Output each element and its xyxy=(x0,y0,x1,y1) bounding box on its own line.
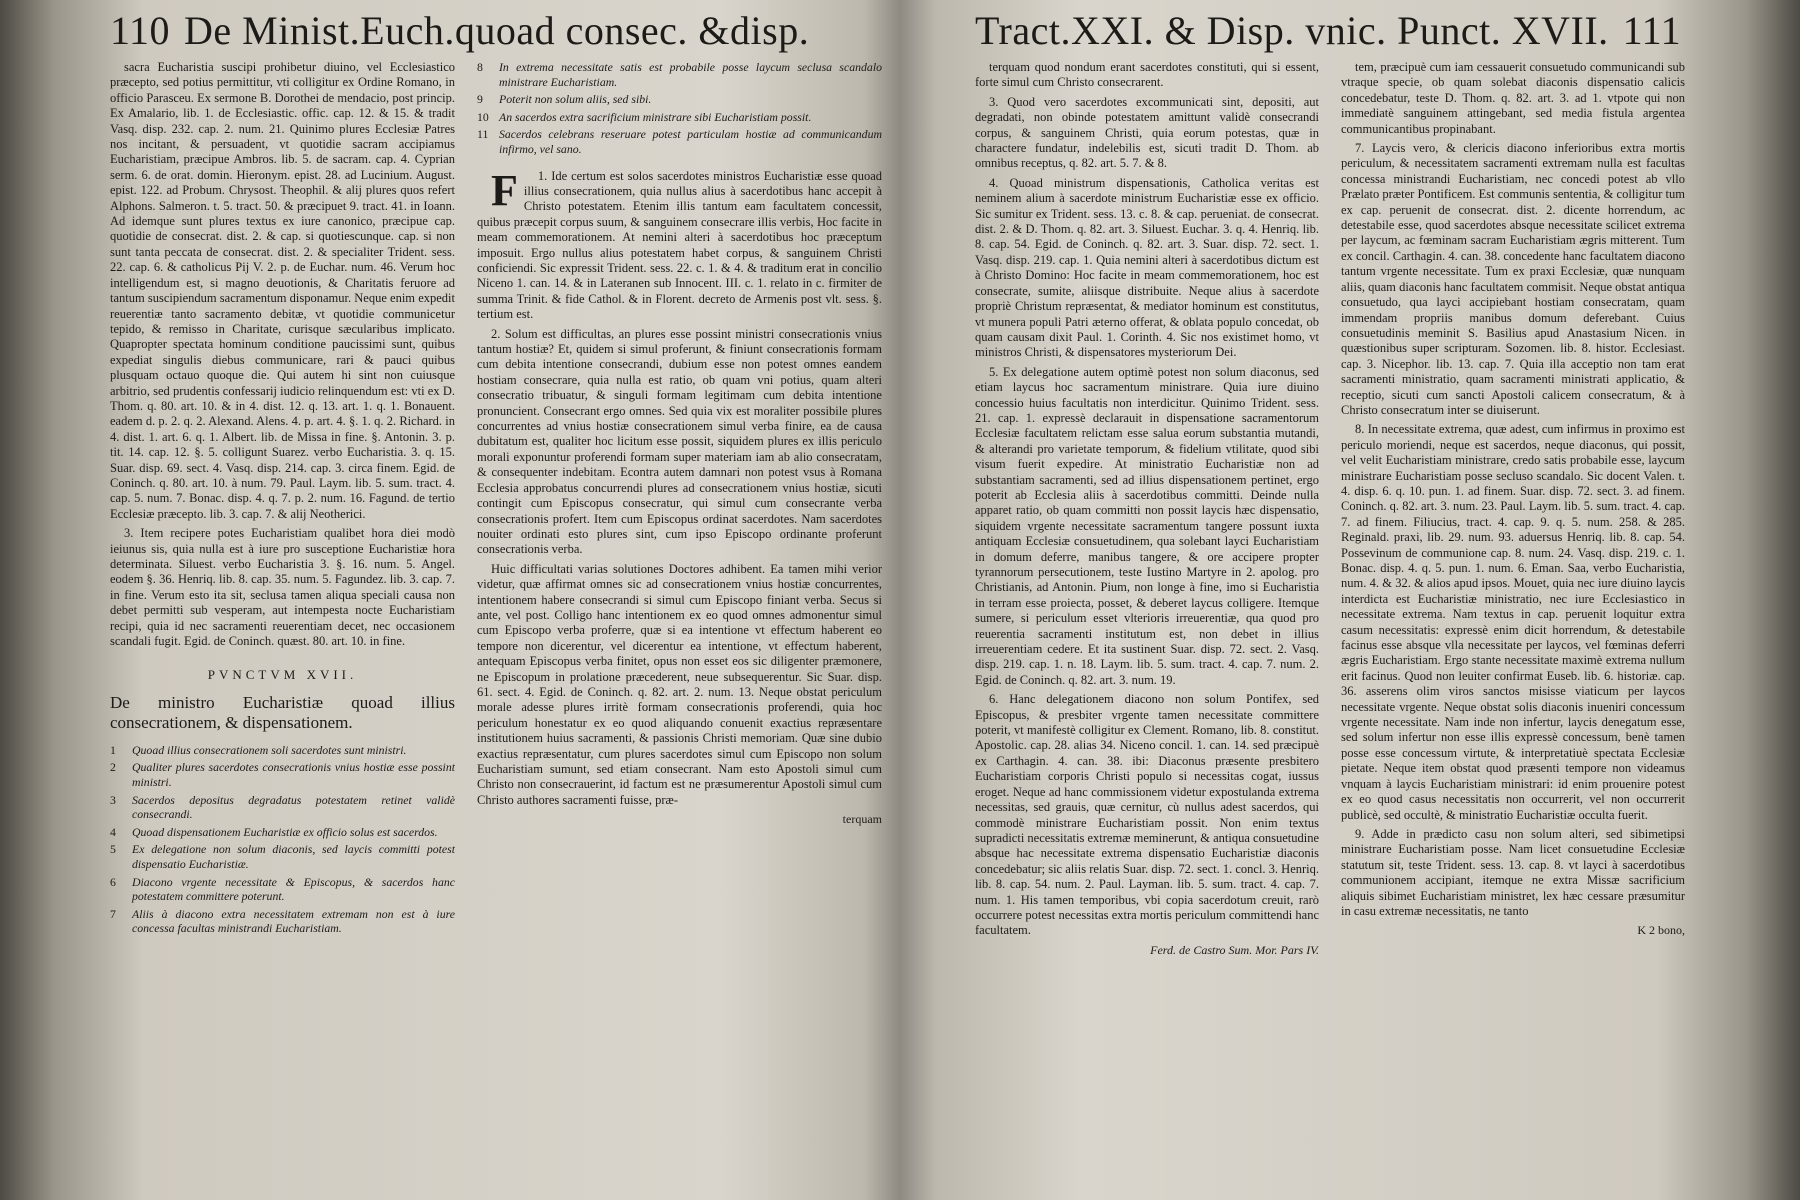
summary-list xyxy=(110,743,455,936)
summary-item: 10 An sacerdos extra sacrificium ministrare sibi Eucharistiam possit. xyxy=(477,109,812,124)
left-running-head xyxy=(110,8,900,54)
text-paragraph: 4. Quoad ministrum dispensationis, Catholica veritas est neminem alium à sacerdote ministrum Eucharistiæ esse ex officio. Sic sumitur ex Trident. sess. 13. c. 8. & cap. perueniat. de consecrat. dist. 2. & D. Thom. q. 82. art. 3. Siluest. Euchar. 3. q. 4. Henriq. lib. 8. cap. 54. Egid. de Coninch. q. 82. art. 3. Suar. disp. 72. sect. 1. Vasq. disp. 219. cap. 1. Quia nemini alteri à sacerdotibus dictum est à Christo Domino: Hoc facite in meam commemorationem, hoc est consecrate, sumite, aliisque distribuite. Neque alius à sacerdote propriè Christum repræsentat, & mediator hominum est constitutus, vt munera populi Patri æterno offerat, & oblata populo concedat, ob quam causam dixit Paul. 1. Corinth. 4. Sic nos existimet homo, vt ministros Christi, & dispensatores mysteriorum Dei. xyxy=(975,175,1319,360)
text-paragraph: Huic difficultati varias solutiones Doctores adhibent. Ea tamen mihi verior videtur, quæ affirmat omnes sic ad consecrationem vnius hostiæ concurrentes, intentionem habere consecrandi si simul cum Episcopo finiant verba. Secus si ante, vel post. Colligo hanc intentionem ex eo quod omnes admonentur simul cum Episcopo verba proferre, quæ si ea intentione vt effectum haberent eo tempore non dicerentur, vel dicerentur ea intentione, vt effectum haberent, antequam Episcopus verba finitet, opus non esset eos sic diligenter præmonere, ne Episcopum in prolatione præcederent, neue subsequerentur. Sic Suar. disp. 61. sect. 4. Egid. de Coninch. q. 82. art. 2. num. 13. Neque obstat periculum morale adesse plures irritè formam consecrationis proferendi, quia hoc periculum honestatur ex eo quod aliquando conuenit exactius repræsentare institutionem huius sacramenti, & passionis Christi memoriam. Quæ sine dubio exactius repræsentatur, cum plures sacerdotes simul cum Episcopo non solum Eucharistiam sumunt, sed etiam consecrant. Nam esto Apostoli simul cum Christo non consecrauerint, id factum est ne præsumerentur Apostoli simul cum Christo authores sacramenti fuisse, præ- xyxy=(477,561,882,807)
text-paragraph: 3. Quod vero sacerdotes excommunicati sint, depositi, aut degradati, non obinde potestatem amittunt validè consecrandi corpus, & sanguinem Christi, quia eorum potestas, quæ in charactere fundatur, indelebilis est, sicuti tradit D. Thom. ab omnibus receptus, q. 82. art. 5. 7. & 8. xyxy=(975,94,1319,171)
footer-signature: Ferd. de Castro Sum. Mor. Pars IV. xyxy=(1150,942,1319,957)
right-running-head xyxy=(975,8,1685,54)
text-paragraph: tem, præcipuè cum iam cessauerit consuetudo communicandi sub vtraque specie, ob quam solebat diaconis dispensatio calicis concedebatur, teste D. Thom. q. 82. art. 3. ad 1. vtpote qui non immediatè sanguinem attingebant, sed media fistula argentea communicantibus propinabant. xyxy=(1341,60,1685,136)
right-page xyxy=(975,0,1685,1200)
text-paragraph: sacra Eucharistia suscipi prohibetur diuino, vel Ecclesiastico præcepto, sed potius permittitur, vti colligitur ex Ordine Romano, in officio Parasceu. Ex sermone B. Dorothei de mendacio, post princip. Ex Amalario, lib. 1. de Ecclesiastic. offic. cap. 12. & 15. & tradit Vasq. disp. 232. cap. 2. num. 21. Quinimo plures Ecclesiæ Patres nos incitant, & persuadent, vt quotidie sacram accipiamus Eucharistiam, præcipue Ambros. lib. 5. de sacram. cap. 4. Cyprian serm. 6. de orat. domin. Hieronym. epist. 28. ad Lucinium. August. epist. 122. ad Probum. Chrysost. Theophil. & alij plures quos refert Alphons. Salmeron. t. 5. tract. 50. & præcipuet 9. tract. 41. in Ioann. Ad idemque sunt plures textus ex iure canonico, præcipue cap. quotidie de consecrat. dist. 2. & cap. si quotiescunque. cap. si non sunt tanta peccata de consecrat. dist. 2. & specialiter Trident. sess. 22. cap. 6. & catholicus Pij V. 2. p. de Euchar. num. 46. Verum hoc intelligendum est, si magno deuotionis, & Charitatis feruore ad tantum suscipiendum sacramentum disponamur. Neque enim expedit reuerentiæ tanto sacramento debitæ, vt quotidie communicetur tepido, & remisso in Charitate, curisque sæcularibus implicato. Quapropter spectata hominum conditione paucissimi sunt, quibus expediat singulis diebus communicare, rari & pauci quibus plusquam octauo quoque die. Qui autem hi sint non cuiusque arbitrio, sed prudentis confessarij iudicio relinquendum est: vti ex D. Thom. q. 80. art. 10. & in 4. dist. 12. q. 13. art. 1. q. 1. Bonauent. eadem d. p. 2. q. 2. Alexand. Alens. 4. p. art. 4. §. 1. q. 2. Richard. in 4. dist. 1. art. 6. q. 1. Albert. lib. de Missa in fine. §. Antonin. 3. p. tit. 14. cap. 12. §. 5. colligunt Suarez. verbo Eucharistia. 3. q. 15. Suar. disp. 69. sect. 4. Vasq. disp. 214. cap. 3. circa finem. Egid. de Coninch. q. 80. art. 10. à num. 79. Paul. Laym. lib. 5. sum. tract. 4. cap. 5. num. 7. Bonac. disp. 4. q. 7. p. 2. num. 16. Fagund. de tertio Ecclesiæ præcepto. lib. 3. cap. 7. & alij Neotherici. xyxy=(110,60,455,521)
summary-item: 7 Aliis à diacono extra necessitatem extremam non est à iure concessa facultas ministrandi Eucharistiam. xyxy=(110,906,455,936)
left-column-2 xyxy=(477,60,882,939)
summary-item: 2 Qualiter plures sacerdotes consecrationis vnius hostiæ esse possint ministri. xyxy=(110,760,455,790)
text-paragraph: 5. Ex delegatione autem optimè potest non solum diaconus, sed etiam laycus hoc sacramentum ministrare. Quia iure diuino concessio huius facultatis non interdicitur. Quinimo Trident. sess. 21. cap. 1. expressè declarauit in dispensatione sacramentorum Ecclesiæ facultatem relictam esse salua eorum substantia mutandi, & alterandi pro varietate temporum, & fidelium vtilitate, quod sibi visum fuerit expedire. At ministratio Eucharistiæ non ad substantiam sacramenti, sed ad illius dispensationem pertinet, ergo poterit ab Ecclesia aliis à sacerdotibus committi. Deinde nulla apparet ratio, ob quam committi non possit laycis hæc dispensatio, siquidem vrgente necessitate sacramentum tangere possunt iuxta antiquam Ecclesiæ consuetudinem, qua solebant layci Eucharistiam in domum deferre, manibus tangere, & ore accipere propter tyrannorum persecutionem, teste Iustino Martyre in 2. apolog. pro Christianis, ad Antonin. Pium, non longe à fine, imo si Eucharistia in terram esse proiecta, posset, & deberet laycus colligere. Itemque sumere, si periculum esset vlterioris irreuerentiæ, qua quod pro reuerentia sacramenti institutum est, non debet in illius irreuerentiam cedere. Et ita sustinent Suar. disp. 72. sect. 2. Vasq. disp. 219. cap. 1. n. 18. Laym. lib. 5. sum. tract. 4. cap. 7. num. 2. Egid. de Coninch. q. 82. art. 3. num. 19. xyxy=(975,364,1319,687)
text-paragraph: terquam quod nondum erant sacerdotes constituti, qui si essent, forte simul cum Christo consecrarent. xyxy=(975,60,1319,90)
text-paragraph: 2. Solum est difficultas, an plures esse possint ministri consecrationis vnius tantum hostiæ? Et, quidem si simul proferunt, & finiunt consecrationis formam cum debita intentione consecrandi, dubium esse non potest omnes eandem hostiam consecrare, quia nulla est ratio, ob quam vni potius, quam alteri consecratio tribuatur, & singuli formam legitimam cum debita intentione pronuncient. Consecrant ergo omnes. Sed quia vix est moraliter possibile plures concurrentes ad vnius hostiæ consecrationem simul verba finire, ea de causa dubitatum est, qualiter hoc licitum esse possit, siquidem plures ex illis periculo morali exponuntur proferendi formam super materiam iam ab alio consecratam, & consequenter indebitam. Econtra autem damnari non potest vsus à Romana Ecclesia approbatus concurrendi plures ad consecrationem vnius hostiæ, sicuti contingit cum Episcopus consecratur, qui simul cum consecrante verba consecrationis profert. Item cum Episcopus ordinat sacerdotes. Nam sacerdotes nouiter ordinati esto plures sint, cum ipso Episcopo ordinante proferunt consecrationis verba. xyxy=(477,326,882,557)
catchword: K 2 bono, xyxy=(1637,923,1685,938)
summary-item: 5 Ex delegatione non solum diaconis, sed laycis committi potest dispensatio Eucharistiæ. xyxy=(110,842,455,871)
section-heading: PVNCTVM XVII. xyxy=(207,667,358,683)
summary-item: 6 Diacono vrgente necessitate & Episcopus, & sacerdos hanc potestatem committere poterunt. xyxy=(110,874,455,904)
text-paragraph: 9. Adde in prædicto casu non solum alteri, sed sibimetipsi ministrare Eucharistiam posse. Nam licet consuetudine Ecclesiæ statutum sit, teste Trident. sess. 13. cap. 8. vt layci à sacerdotibus communionem accipiant, itemque ne extra Missæ sacrificium aliquis sibimet Eucharistiam ministret, lex hæc cessare præsumitur in casu extremæ necessitatis, ne tanto xyxy=(1341,826,1685,918)
right-page-title: Tract.XXI. & Disp. vnic. Punct. XVII. xyxy=(975,8,1609,53)
text-paragraph: 7. Laycis vero, & clericis diacono inferioribus extra mortis periculum, & necessitatem sacramenti extremam nulla est facultas concessa ministrandi Eucharistiam, nec concedi potest ab vllo Prælato præter Pontificem. Est communis sententia, & colligitur tum ex cap. peruenit de consecrat. dist. 2. dicente horrendum, ac detestabile esse, quod sacerdotes absque necessitate scilicet extrema per laycum, ac fœminam sacram Eucharistiam ægris mitterent. Tum ex concil. Carthagin. 4. can. 38. concedente hanc facultatem diacono tantum vrgente necessitate. Tum ex praxi Ecclesiæ, quæ nunquam aliis, quam diaconis hanc facultatem commisit. Neque obstat antiqua consuetudo, qua layci accipiebant hostiam consecratam, quam immendam propriis manibus domum deferebant. Cuius consuetudinis meminit S. Basilius apud Anastasium Nicen. in quæstionibus super scripturam. Sozomen. lib. 8. histor. Ecclesiast. cap. 3. Nicephor. lib. 13. cap. 7. Quia illa acceptio non tam erat sacramenti ministratio, quam sacramenti ministrati applicatio, & receptio, sicuti cum sancti Apostoli calicem consecratum, & à Christo consecratum inter se diuiserunt. xyxy=(1341,141,1685,417)
right-column-1 xyxy=(975,60,1319,958)
right-column-2 xyxy=(1341,60,1685,958)
summary-list-continued xyxy=(477,60,882,157)
summary-item: 4 Quoad dispensationem Eucharistiæ ex officio solus est sacerdos. xyxy=(110,824,438,839)
left-page-number: 110 xyxy=(110,8,171,53)
summary-item: 3 Sacerdos depositus degradatus potestatem retinet validè consecrandi. xyxy=(110,792,455,822)
left-page-title: De Minist.Euch.quoad consec. &disp. xyxy=(184,8,810,53)
summary-item: 8 In extrema necessitate satis est probabile posse laycum seclusa scandalo ministrare Eucharistiam. xyxy=(477,60,882,89)
text-paragraph: 3. Item recipere potes Eucharistiam qualibet hora diei modò ieiunus sis, quia nulla est à iure pro susceptione Eucharistiæ hora determinata. Siluest. verbo Eucharistia 3. §. 16. num. 5. Angel. eodem §. 36. Henriq. lib. 8. cap. 35. num. 5. Fagundez. lib. 3. cap. 7. in fine. Verum esto ita sit, seclusa tamen aliqua speciali causa non debet permitti sub vesperam, aut intempesta nocte Eucharistiam recipi, quia id nec sacramenti reuerentiam decet, nec occasionem scandali fugit. Egid. de Coninch. quæst. 80. art. 10. in fine. xyxy=(110,526,455,649)
right-page-number: 111 xyxy=(1622,8,1682,53)
drop-cap: F xyxy=(491,165,518,215)
catchword: terquam xyxy=(842,812,882,827)
summary-item: 1 Quoad illius consecrationem soli sacerdotes sunt ministri. xyxy=(110,742,407,757)
summary-item: 9 Poterit non solum aliis, sed sibi. xyxy=(477,92,652,107)
text-paragraph: 8. In necessitate extrema, quæ adest, cum infirmus in proximo est periculo moriendi, neque est sacerdos, neque diaconus, qui possit, vel velit Eucharistiam ministrare, credo satis probabile esse, laycum ministrare Eucharistiam posse secluso scandalo. Sic docent Valen. t. 4. disp. 6. q. 10. pun. 1. ad finem. Suar. disp. 72. sect. 3. ad finem. Coninch. q. 82. art. 3. num. 23. Paul. Laym. lib. 5. sum. tract. 4. cap. 7. ad finem. Filiucius, tract. 4. cap. 9. q. 5. num. 258. & 285. Reginald. praxi, lib. 29. num. 93. aduersus Henriq. lib. 8. cap. 54. Possevinum de communione cap. 8. num. 24. Vasq. disp. 219. c. 1. Bonac. disp. 4. q. 5. pun. 1. num. 6. Eman. Saa, verbo Eucharistia, num. 4. & 32. & alios apud ipsos. Mouet, quia nec iure diuino laycis interdicta est Eucharistiæ ministratio, nec iure Ecclesiastico in necessitate extrema. Nam textus in cap. peruenit loquitur extra casum necessitatis: expressè enim dicit horrendum, & detestabile facinus esse absque vlla necessitate per laycos, vel fœminas deferri ægris Eucharistiam. Ergo stante necessitate maximè extrema nullum erit facinus. Quod non leuiter confirmat Euseb. lib. 6. historiæ. cap. 36. asserens olim viros sanctos misisse viaticum per laycos necessitate vrgente. Neque obstat solis diaconis inueniri concessum vrgente necessitate. Nam inde non infertur, laycis denegatum esse, sed solum infertur non esse illis expressè concessum, benè tamen posse esse concessum virtute, & interpretatiuè spectata Ecclesiæ pietate. Neque item obstat quod præsenti tempore non videamus vnquam à laycis Eucharistiam ministrari: id enim prouenire potest ex eo quod casus necessitatis non occurrerit, vel non occurrerit publicè, sed occultè, & ministratio Eucharistiæ occulta fuerit. xyxy=(1341,422,1685,822)
section-title: De ministro Eucharistiæ quoad illius consecrationem, & dispensationem. xyxy=(110,692,455,732)
text-paragraph: F 1. Ide certum est solos sacerdotes ministros Eucharistiæ esse quoad illius consecrationem, quia nullus alius à sacerdotibus hanc accepit à Christo potestatem. Etenim illis tantum eam facultatem concessit, quibus præcepit corpus suum, & sanguinem consecrare illis verbis, Hoc facite in meam commemorationem. At nemini alteri à sacerdotibus hoc præceptum imposuit. Ergo nullus alius potestatem habet corpus, & sanguinem Christi conficiendi. Sic expressit Trident. sess. 22. c. 1. & 4. & traditum erat in concilio Niceno 1. can. 14. & in Lateranen sub Innocent. III. c. 1. relato in c. firmiter de summa Trinit. & fide Cathol. & in Florent. decreto de Armenis post vlt. sess. §. tertium est. xyxy=(477,165,882,322)
left-column-1 xyxy=(110,60,455,939)
text-paragraph: 6. Hanc delegationem diacono non solum Pontifex, sed Episcopus, & presbiter vrgente tamen necessitate committere poterit, vt manifestè colligitur ex Clement. Romano, lib. 8. constitut. Apostolic. cap. 28. alias 34. Niceno concil. 1. can. 14. sed præcipuè ex Carthagin. 4. can. 38. ibi: Diaconus præsente presbitero Eucharistiam corporis Christi populo si necessitas cogat, iussus eroget. Neque ad hanc commissionem videtur expostulanda extrema necessitas, sed grauis, quæ cernitur, cù nullus adest sacerdos, qui commodè ministrare Eucharistiam possit. Non enim textus supradicti necessitatis extremæ meminerunt, & antiqua consuetudine absque hac necessitate extrema dispensatio Eucharistiæ diaconis concedebatur; sic aliis relatis Suar. disp. 72. sect. 1. concl. 3. Henriq. lib. 8. cap. 54. num. 2. Paul. Layman. lib. 5. sum. tract. 4. cap. 7. num. 1. His tamen temporibus, vbi copia sacerdotum creuit, rarò occurrere potest necessitas extra mortis periculum committendi hanc facultatem. xyxy=(975,692,1319,938)
summary-item: 11 Sacerdos celebrans reseruare potest particulam hostiæ ad communicandum infirmo, vel sano. xyxy=(477,127,882,156)
left-page xyxy=(110,0,900,1200)
